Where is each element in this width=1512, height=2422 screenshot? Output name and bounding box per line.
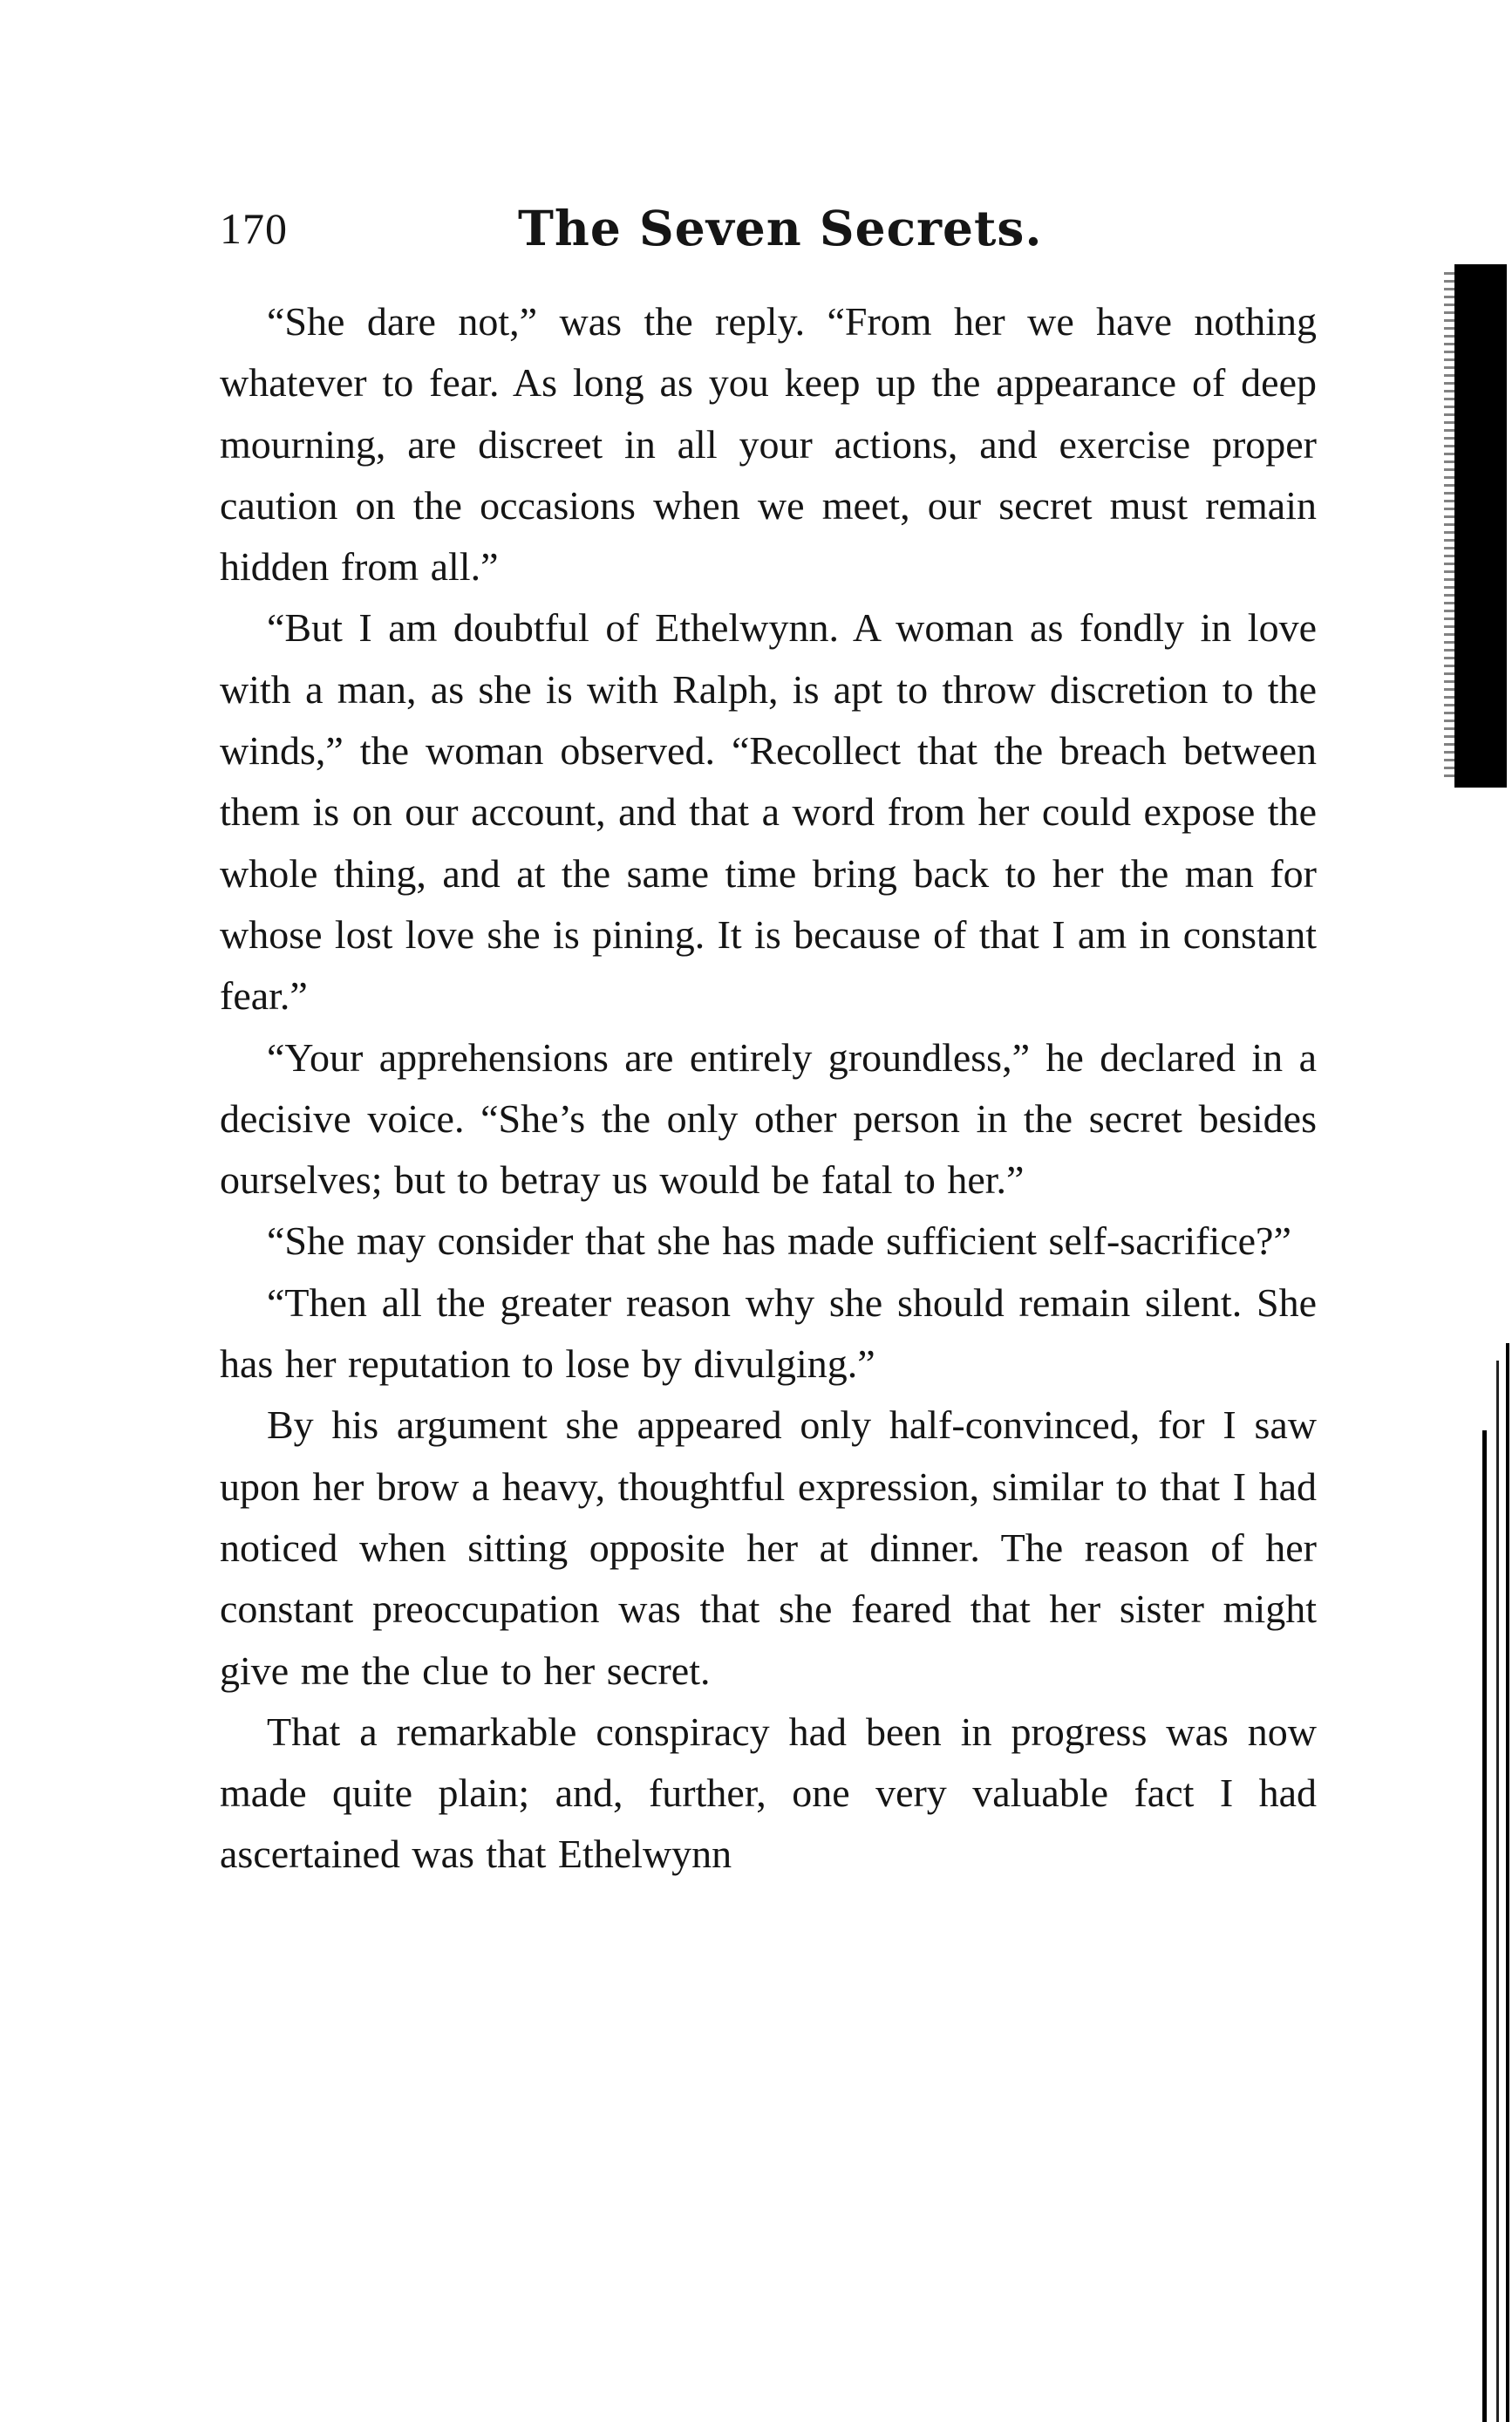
running-title: The Seven Secrets.	[518, 200, 1043, 256]
paragraph: By his argument she appeared only half-convinced, for I saw upon her brow a heavy, thoughtful expression, similar to that I had noticed when sitting opposite her at dinner. The reason of her constant preoccupation was that she feared that her sister might give me the clue to her secret.	[220, 1402, 1317, 1693]
scan-margin-bar	[1454, 264, 1507, 788]
paragraph: That a remarkable conspiracy had been in progress was now made quite plain; and, further, one very valuable fact I had ascertained was that Ethelwynn	[220, 1709, 1317, 1877]
paragraph: “But I am doubtful of Ethelwynn. A woman as fondly in love with a man, as she is with Ralph, is apt to throw discretion to the winds,” the woman observed. “Recollect that the breach between them is on our account, and that a word from her could expose the whole thing, and at the same time bring back to her the man for whose lost love she is pining. It is because of that I am in constant fear.”	[220, 605, 1317, 1019]
scan-edge-texture	[1444, 272, 1454, 778]
scan-edge-line	[1506, 1343, 1509, 2422]
paragraph: “Your apprehensions are entirely groundless,” he declared in a decisive voice. “She’s the only other person in the secret besides ourselves; but to betray us would be fatal to her.”	[220, 1034, 1317, 1203]
page-number: 170	[220, 204, 288, 253]
paragraph: “Then all the greater reason why she should remain silent. She has her reputation to lose by divulging.”	[220, 1279, 1317, 1387]
scan-edge-line	[1482, 1430, 1487, 2422]
scan-edge-line	[1496, 1361, 1499, 2422]
page-header	[220, 194, 1318, 263]
body-text	[220, 291, 1317, 1886]
paragraph: “She may consider that she has made sufficient self-sacrifice?”	[267, 1218, 1291, 1264]
paragraph: “She dare not,” was the reply. “From her we have nothing whatever to fear. As long as you keep up the appearance of deep mourning, are discreet in all your actions, and exercise proper caution on the occasions when we meet, our secret must remain hidden from all.”	[220, 299, 1317, 590]
